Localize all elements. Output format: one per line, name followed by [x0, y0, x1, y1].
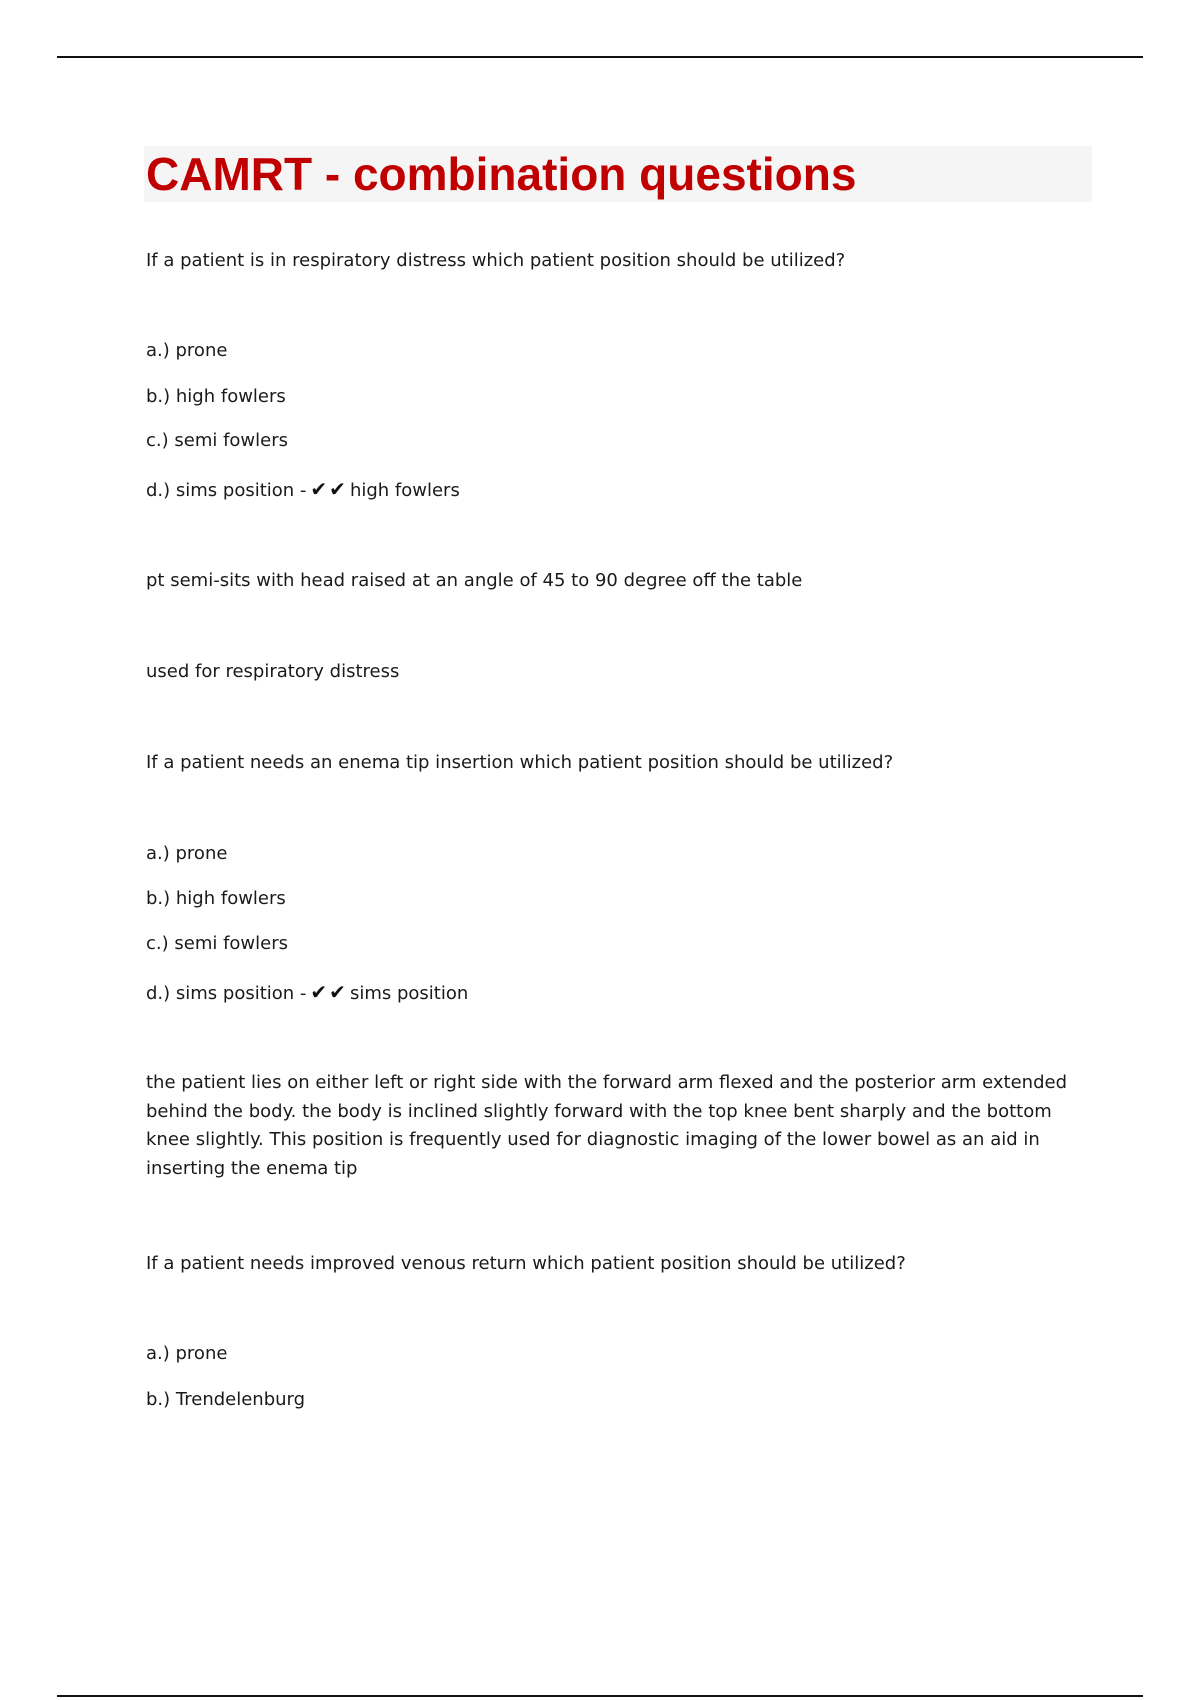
- question-3-option-b: b.) Trendelenburg: [146, 1389, 306, 1410]
- question-1-answer: high fowlers: [349, 480, 460, 501]
- question-3-prompt: If a patient needs improved venous return which patient position should be utilized?: [146, 1253, 906, 1274]
- question-3-option-a: a.) prone: [146, 1343, 228, 1364]
- question-1-option-c: c.) semi fowlers: [146, 430, 288, 451]
- page-title: CAMRT - combination questions: [146, 148, 857, 200]
- question-1-prompt: If a patient is in respiratory distress which patient position should be utilized?: [146, 250, 846, 271]
- question-1-explanation-2: used for respiratory distress: [146, 661, 400, 682]
- question-2-option-b: b.) high fowlers: [146, 888, 286, 909]
- question-1-option-a: a.) prone: [146, 340, 228, 361]
- question-2-explanation-1: the patient lies on either left or right side with the forward arm flexed and the posterior arm extended behind the body. the body is inclined slightly forward with the top knee bent sharply and the bottom knee slightly. This position is frequently used for diagnostic imaging of the lower bowel as an aid in inserting the enema tip: [146, 1072, 1067, 1179]
- question-1-explanation-1: pt semi-sits with head raised at an angle of 45 to 90 degree off the table: [146, 570, 803, 591]
- question-2-option-c: c.) semi fowlers: [146, 933, 288, 954]
- question-2-option-a: a.) prone: [146, 843, 228, 864]
- question-1-option-d-text: d.) sims position -: [146, 480, 307, 501]
- question-2-prompt: If a patient needs an enema tip insertion which patient position should be utilized?: [146, 752, 894, 773]
- question-1-option-b: b.) high fowlers: [146, 386, 286, 407]
- question-1-option-d: [146, 475, 460, 505]
- footer-rule: [57, 1695, 1143, 1697]
- question-2-option-d: [146, 978, 468, 1008]
- question-2-option-d-text: d.) sims position -: [146, 983, 307, 1004]
- checkmark-icon: ✔✔: [310, 980, 348, 1004]
- header-rule: [57, 56, 1143, 58]
- question-2-answer: sims position: [349, 983, 469, 1004]
- checkmark-icon: ✔✔: [310, 477, 348, 501]
